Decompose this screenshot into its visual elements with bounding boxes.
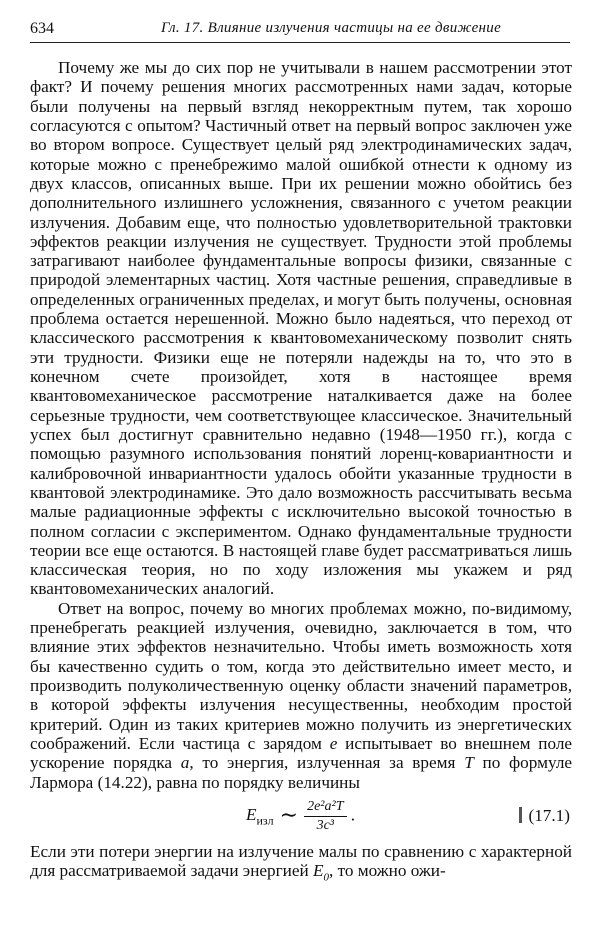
body-text xyxy=(30,58,572,888)
formula xyxy=(246,798,355,835)
formula-period: . xyxy=(350,805,356,825)
paragraph-2-mid-2: , то энергия, излученная за время xyxy=(189,753,456,773)
paragraph-2-text: Ответ на вопрос, почему во многих проблемах можно, по-видимому, пренебрегать реакцией излучения, очевидно, заключается в том, что влияние этих эффектов незначительно. Чтобы иметь возможность хотя бы качественно судить о том, когда это действительно имеет место, и производить полуколичественную оценку области значений параметров, в которой эффекты излучения несущественны, необходим простой критерий. Один из таких критериев можно получить из энергетических соображений. Если частица с зарядом xyxy=(30,598,572,753)
running-head: Гл. 17. Влияние излучения частицы на ее движение xyxy=(160,20,502,36)
equation-number-text: (17.1) xyxy=(528,805,570,825)
fraction xyxy=(304,798,346,835)
equation-number xyxy=(519,806,570,825)
paragraph-2-mid-1: испытывает во внешнем поле ускорение порядка xyxy=(30,733,573,773)
paragraph-3-end: , то можно ожи- xyxy=(328,861,446,881)
fraction-numerator: 2e²a²T xyxy=(304,798,346,817)
paragraph-1: Почему же мы до сих пор не учитывали в нашем рассмотрении этот факт? И почему решения многих рассмотренных нами задач, которые были получены на первый взгляд некорректным путем, так хорошо согласуются с опытом? Частичный ответ на первый вопрос заключен уже во втором вопросе. Существует целый ряд электродинамических задач, которые можно с пренебрежимо малой ошибкой отнести к одному из двух классов, описанных выше. При их решении можно обойтись без дополнительного излишнего усложнения, связанного с учетом реакции излучения. Добавим еще, что полностью удовлетворительной трактовки эффектов реакции излучения не существует. Трудности этой проблемы затрагивают наиболее фундаментальные вопросы физики, связанные с природой элементарных частиц. Хотя частные решения, справедливые в определенных ограниченных пределах, и могут быть получены, основная проблема остается нерешенной. Можно было надеяться, что переход от классического рассмотрения к квантовомеханическому позволит снять эти трудности. Физики еще не потеряли надежды на то, что это в конечном счете произойдет, хотя в настоящее время квантовомеханическое рассмотрение наталкивается даже на более серьезные трудности, чем соответствующее классическое. Значительный успех был достигнут сравнительно недавно (1948—1950 гг.), когда с помощью разумного использования понятий лоренц-ковариантности и калибровочной инвариантности удалось обойти указанные трудности в квантовой электродинамике. Это дало возможность рассчитывать весьма малые радиационные эффекты с исключительно высокой точностью в полном согласии с экспериментом. Однако фундаментальные трудности теории все еще остаются. В настоящей главе будет рассматриваться лишь классическая теория, но по ходу изложения мы укажем и ряд квантовомеханических аналогий. xyxy=(30,58,572,599)
paragraph-2-end: по формуле Лармора (14.22), равна по порядку величины xyxy=(30,753,573,792)
formula-lhs-symbol: E xyxy=(246,805,257,825)
similar-sign: ∼ xyxy=(279,802,299,828)
symbol-T: T xyxy=(464,753,474,773)
page-header xyxy=(30,18,570,43)
paragraph-3-start: Если эти потери энергии на излучение малы по сравнению с характерной для рассматриваемой задачи энергией xyxy=(30,841,572,881)
fraction-denominator: 3c³ xyxy=(316,817,334,833)
margin-mark xyxy=(519,807,522,823)
equation-17-1 xyxy=(30,792,572,842)
symbol-e: e xyxy=(329,733,338,753)
symbol-E0-subscript: 0 xyxy=(323,871,329,884)
formula-lhs xyxy=(246,805,274,828)
symbol-a: a xyxy=(180,753,190,773)
symbol-E0-letter: E xyxy=(312,861,324,881)
paragraph-3 xyxy=(30,842,572,888)
paragraph-2 xyxy=(30,599,572,792)
page-number: 634 xyxy=(30,20,54,37)
symbol-E0 xyxy=(312,861,329,884)
formula-lhs-subscript: изл xyxy=(256,813,274,828)
